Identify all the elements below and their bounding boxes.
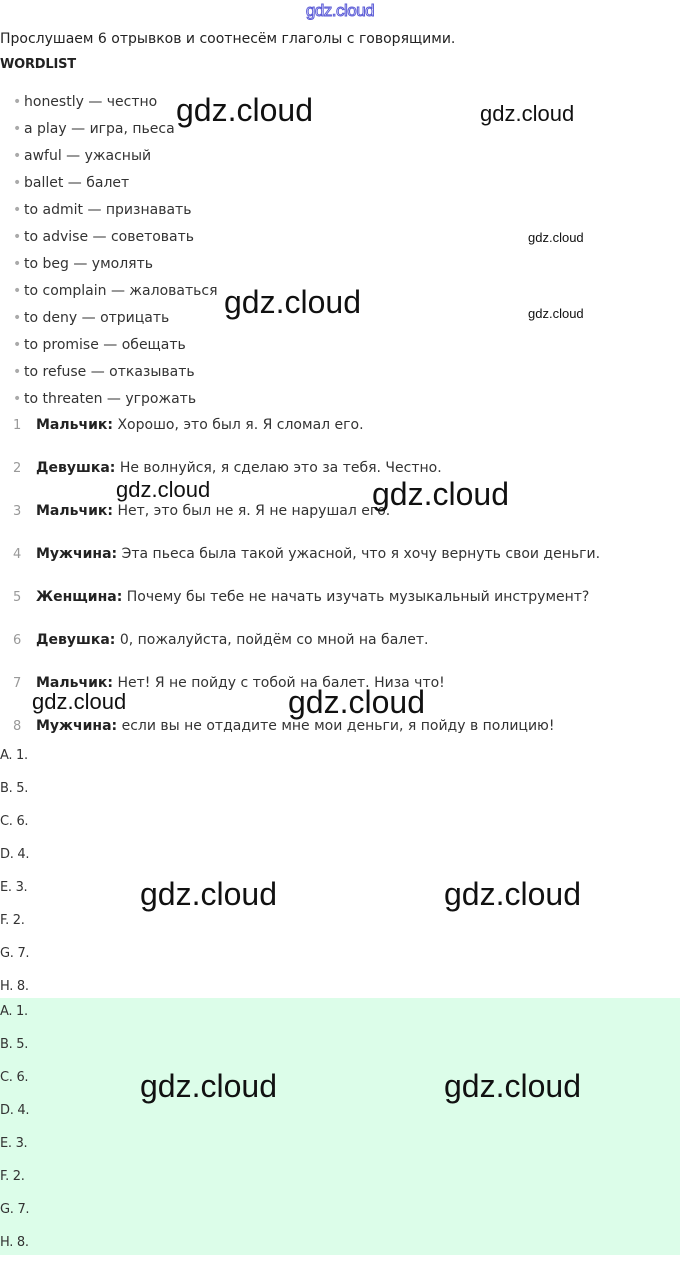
- passage-item: [0, 498, 600, 541]
- passage-speaker: Мужчина:: [36, 546, 118, 562]
- passage-text: Не волнуйся, я сделаю это за тебя. Честно.: [115, 460, 442, 476]
- passage-speaker: Девушка:: [36, 460, 116, 476]
- wordlist-item-text: to refuse — отказывать: [24, 364, 195, 380]
- wordlist-item: [0, 332, 217, 359]
- watermark: gdz.cloud: [32, 689, 127, 714]
- passage-speaker: Мальчик:: [36, 675, 114, 691]
- passage-number: 7: [13, 676, 22, 691]
- site-logo[interactable]: gdz.cloud: [305, 1, 375, 20]
- passage-text: 0, пожалуйста, пойдём со мной на балет.: [115, 632, 429, 648]
- highlighted-answer-item: D. 4.: [0, 1103, 30, 1118]
- highlighted-answer-item: C. 6.: [0, 1070, 29, 1085]
- highlighted-answer-item: B. 5.: [0, 1037, 29, 1052]
- wordlist-item: [0, 170, 217, 197]
- wordlist-item-text: ballet — балет: [24, 175, 130, 191]
- highlighted-answer-item: F. 2.: [0, 1169, 25, 1184]
- passage-text: Нет! Я не пойду с тобой на балет. Низа что!: [113, 675, 445, 691]
- wordlist-item-text: to promise — обещать: [24, 337, 186, 353]
- wordlist-title: WORDLIST: [0, 57, 76, 72]
- passage-speaker: Женщина:: [36, 589, 123, 605]
- watermark: gdz.cloud: [480, 101, 575, 126]
- passage-text: Нет, это был не я. Я не нарушал его.: [113, 503, 391, 519]
- highlighted-answer-item: A. 1.: [0, 1004, 28, 1019]
- passage-item: [0, 412, 600, 455]
- passage-number: 1: [13, 418, 22, 433]
- wordlist-item: [0, 251, 217, 278]
- highlighted-answer-item: H. 8.: [0, 1235, 29, 1250]
- bullet-icon: •: [13, 202, 22, 218]
- passage-text: Хорошо, это был я. Я сломал его.: [113, 417, 364, 433]
- watermark: gdz.cloud: [528, 306, 584, 321]
- watermark: gdz.cloud: [444, 876, 581, 912]
- watermark: gdz.cloud: [372, 476, 509, 512]
- bullet-icon: •: [13, 94, 22, 110]
- passage-speaker: Мальчик:: [36, 417, 114, 433]
- passage-number: 8: [13, 719, 22, 734]
- passage-number: 4: [13, 547, 22, 562]
- wordlist-item-text: awful — ужасный: [24, 148, 152, 164]
- bullet-icon: •: [13, 256, 22, 272]
- highlighted-answer-item: G. 7.: [0, 1202, 30, 1217]
- wordlist-item-text: to threaten — угрожать: [24, 391, 197, 407]
- wordlist-item: [0, 305, 217, 332]
- passage-number: 2: [13, 461, 22, 476]
- watermark: gdz.cloud: [116, 477, 211, 502]
- highlighted-answer-block: [0, 998, 680, 1255]
- wordlist-item: [0, 197, 217, 224]
- answer-item: F. 2.: [0, 913, 25, 928]
- bullet-icon: •: [13, 121, 22, 137]
- bullet-icon: •: [13, 391, 22, 407]
- wordlist-item-text: to admit — признавать: [24, 202, 192, 218]
- passage-speaker: Мужчина:: [36, 718, 118, 734]
- passage-text: Эта пьеса была такой ужасной, что я хочу вернуть свои деньги.: [117, 546, 601, 562]
- bullet-icon: •: [13, 364, 22, 380]
- passage-number: 3: [13, 504, 22, 519]
- wordlist-item: [0, 359, 217, 386]
- bullet-icon: •: [13, 283, 22, 299]
- watermark: gdz.cloud: [528, 230, 584, 245]
- wordlist-item-text: to complain — жаловаться: [24, 283, 218, 299]
- answer-item: D. 4.: [0, 847, 30, 862]
- wordlist-item-text: to advise — советовать: [24, 229, 195, 245]
- wordlist-item: [0, 224, 217, 251]
- passage-item: [0, 455, 600, 498]
- wordlist-item-text: to deny — отрицать: [24, 310, 170, 326]
- highlighted-answer-item: E. 3.: [0, 1136, 28, 1151]
- wordlist-item-text: honestly — честно: [24, 94, 158, 110]
- passage-speaker: Мальчик:: [36, 503, 114, 519]
- bullet-icon: •: [13, 229, 22, 245]
- answer-item: E. 3.: [0, 880, 28, 895]
- bullet-icon: •: [13, 310, 22, 326]
- watermark: gdz.cloud: [140, 1068, 277, 1104]
- wordlist: [0, 89, 217, 413]
- wordlist-item: [0, 278, 217, 305]
- passage-item: [0, 627, 600, 670]
- answer-item: H. 8.: [0, 979, 29, 994]
- answer-item: B. 5.: [0, 781, 29, 796]
- bullet-icon: •: [13, 175, 22, 191]
- passage-item: [0, 584, 600, 627]
- watermark: gdz.cloud: [140, 876, 277, 912]
- wordlist-item: [0, 143, 217, 170]
- bullet-icon: •: [13, 337, 22, 353]
- watermark: gdz.cloud: [176, 92, 313, 128]
- passage-text: Почему бы тебе не начать изучать музыкальный инструмент?: [122, 589, 590, 605]
- wordlist-item: [0, 386, 217, 413]
- watermark: gdz.cloud: [444, 1068, 581, 1104]
- highlighted-answer-list: [0, 1003, 29, 1267]
- answer-item: C. 6.: [0, 814, 29, 829]
- wordlist-item-text: a play — игра, пьеса: [24, 121, 175, 137]
- bullet-icon: •: [13, 148, 22, 164]
- wordlist-item-text: to beg — умолять: [24, 256, 153, 272]
- watermark: gdz.cloud: [288, 684, 425, 720]
- passage-text: если вы не отдадите мне мои деньги, я пойду в полицию!: [117, 718, 555, 734]
- answer-list: [0, 747, 29, 1011]
- passage-speaker: Девушка:: [36, 632, 116, 648]
- task-intro: Прослушаем 6 отрывков и соотнесём глаголы с говорящими.: [0, 31, 456, 47]
- passage-number: 5: [13, 590, 22, 605]
- passage-number: 6: [13, 633, 22, 648]
- answer-item: G. 7.: [0, 946, 30, 961]
- passage-item: [0, 541, 600, 584]
- watermark: gdz.cloud: [224, 284, 361, 320]
- answer-item: A. 1.: [0, 748, 28, 763]
